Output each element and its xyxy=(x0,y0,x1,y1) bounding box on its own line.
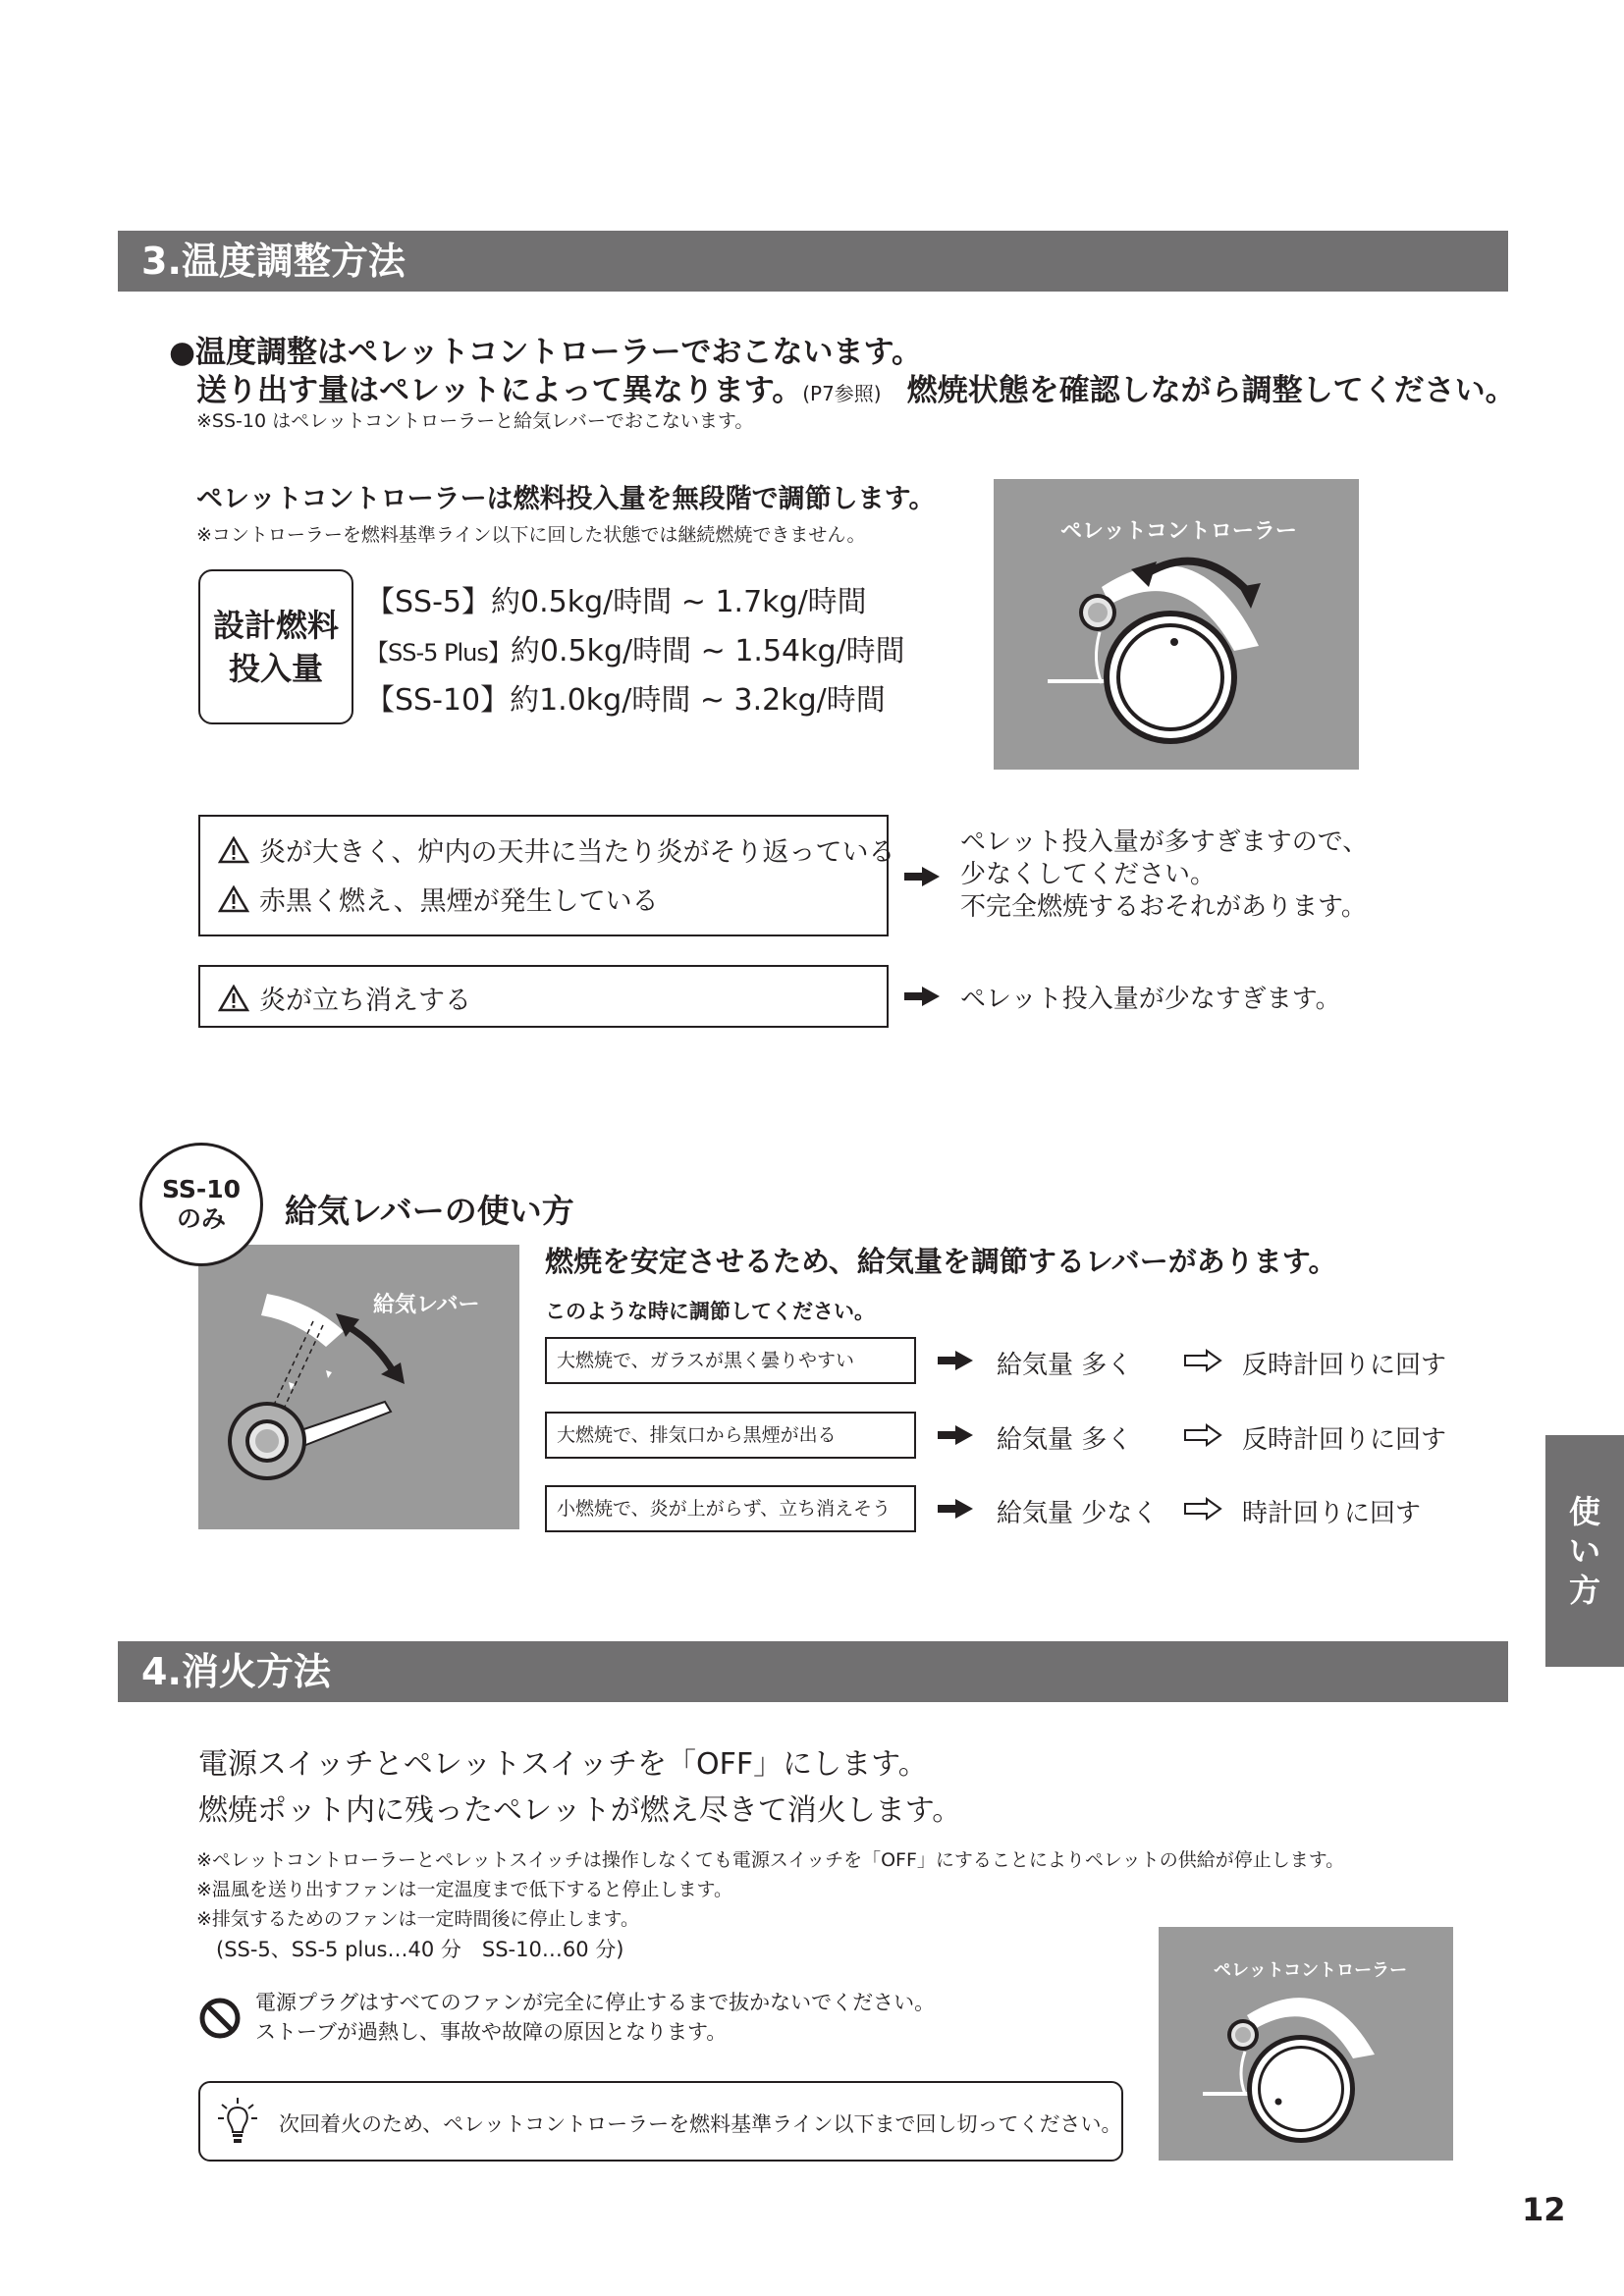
outline-arrow-icon xyxy=(1183,1497,1222,1521)
tip-text: 次回着火のため、ペレットコントローラーを燃料基準ライン以下まで回し切ってください。 xyxy=(279,2112,1122,2136)
lever-intro: 燃焼を安定させるため、給気量を調節するレバーがあります。 xyxy=(545,1245,1337,1278)
controller-figure-off-label: ペレットコントローラー xyxy=(1214,1960,1408,1981)
warning-result-underfeed: ペレット投入量が少なすぎます。 xyxy=(960,985,1341,1014)
badge-model: SS-10 xyxy=(161,1175,242,1203)
section3-lead-1: ●温度調整はペレットコントローラーでおこないます。 xyxy=(169,335,923,370)
result-line: 少なくしてください。 xyxy=(960,860,1217,889)
lightbulb-icon xyxy=(218,2097,257,2146)
lever-figure xyxy=(198,1245,519,1529)
design-fuel-label-1: 設計燃料 xyxy=(212,607,339,644)
section4-title: 4.消火方法 xyxy=(118,1641,1508,1702)
lever-condition: 大燃焼で、ガラスが黒く曇りやすい xyxy=(545,1337,916,1384)
badge-only: のみ xyxy=(176,1204,226,1233)
lever-sub: このような時に調節してください。 xyxy=(545,1300,875,1323)
section4-note: (SS-5、SS-5 plus…40 分 SS-10…60 分) xyxy=(216,1938,624,1961)
warning-text: 炎が大きく、炉内の天井に当たり炎がそり返っている xyxy=(259,837,895,868)
tip-box xyxy=(198,2081,1123,2162)
page-number: 12 xyxy=(1522,2191,1566,2228)
warning-line xyxy=(218,830,894,869)
result-line: 不完全燃焼するおそれがあります。 xyxy=(960,892,1367,922)
prohibit-line-2: ストーブが過熱し、事故や故障の原因となります。 xyxy=(255,2020,728,2044)
arrow-right-icon xyxy=(938,1351,973,1370)
lever-action: 時計回りに回す xyxy=(1242,1499,1422,1528)
lever-action: 反時計回りに回す xyxy=(1242,1351,1447,1380)
air-lever-illustration xyxy=(198,1245,519,1529)
result-line: ペレット投入量が多すぎますので、 xyxy=(960,828,1369,857)
side-tab-char: い xyxy=(1568,1532,1600,1570)
rate-model: 【SS-10】 xyxy=(365,683,511,718)
outline-arrow-icon xyxy=(1183,1349,1222,1372)
lever-condition: 小燃焼で、炎が上がらず、立ち消えそう xyxy=(545,1485,916,1532)
lead2-confirm: 燃焼状態を確認しながら調整してください。 xyxy=(906,373,1516,408)
arrow-right-icon xyxy=(904,987,940,1006)
side-tab-char: 方 xyxy=(1568,1572,1600,1609)
controller-figure-off xyxy=(1159,1927,1453,2161)
lead2-main: 送り出す量はペレットによって異なります。 xyxy=(196,373,803,408)
design-fuel-label-2: 投入量 xyxy=(228,650,323,687)
rate-ss10 xyxy=(365,675,886,719)
controller-figure xyxy=(994,479,1359,770)
warning-icon xyxy=(218,985,249,1012)
prohibit-line-1: 電源プラグはすべてのファンが完全に停止するまで抜かないでください。 xyxy=(255,1991,936,2014)
rate-ss5-plus xyxy=(365,626,905,669)
warning-icon xyxy=(218,885,249,913)
rate-ss5 xyxy=(365,577,867,620)
lever-amount: 給気量 多く xyxy=(997,1425,1133,1455)
design-fuel-box xyxy=(198,569,353,724)
arrow-right-icon xyxy=(938,1425,973,1445)
warning-box-overfeed xyxy=(198,815,895,936)
controller-figure-label: ペレットコントローラー xyxy=(1060,519,1297,544)
section4-note: ※温風を送り出すファンは一定温度まで低下すると停止します。 xyxy=(196,1879,733,1900)
warning-result-overfeed xyxy=(960,827,1368,924)
section4-note: ※ペレットコントローラーとペレットスイッチは操作しなくても電源スイッチを「OFF」にすることによりペレットの供給が停止します。 xyxy=(196,1849,1345,1871)
controller-dial-off-illustration xyxy=(1159,1927,1453,2161)
side-tab-usage[interactable] xyxy=(1545,1435,1624,1667)
lever-action: 反時計回りに回す xyxy=(1242,1425,1447,1455)
outline-arrow-icon xyxy=(1183,1423,1222,1447)
warning-icon xyxy=(218,836,249,864)
section4-note: ※排気するためのファンは一定時間後に停止します。 xyxy=(196,1908,640,1930)
arrow-right-icon xyxy=(904,867,940,886)
lever-title: 給気レバーの使い方 xyxy=(285,1192,574,1230)
arrow-right-icon xyxy=(938,1499,973,1519)
rate-value: 約0.5kg/時間 ~ 1.7kg/時間 xyxy=(491,585,867,619)
lever-figure-label: 給気レバー xyxy=(373,1293,480,1317)
warning-text: 炎が立ち消えする xyxy=(259,986,471,1016)
lead2-ref: (P7参照) xyxy=(802,382,882,405)
lever-condition: 大燃焼で、排気口から黒煙が出る xyxy=(545,1412,916,1459)
warning-line xyxy=(218,979,471,1017)
warning-line xyxy=(218,880,659,918)
section3-title: 3.温度調整方法 xyxy=(118,231,1508,292)
section4-line-1: 電源スイッチとペレットスイッチを「OFF」にします。 xyxy=(198,1747,928,1782)
rate-model: 【SS-5 Plus】 xyxy=(365,639,511,667)
side-tab-char: 使 xyxy=(1568,1493,1600,1530)
warning-text: 赤黒く燃え、黒煙が発生している xyxy=(259,886,659,917)
prohibited-icon xyxy=(198,1997,242,2040)
controller-heading: ペレットコントローラーは燃料投入量を無段階で調節します。 xyxy=(196,484,936,514)
controller-note: ※コントローラーを燃料基準ライン以下に回した状態では継続燃焼できません。 xyxy=(196,524,866,546)
rate-model: 【SS-5】 xyxy=(365,585,491,619)
rate-value: 約0.5kg/時間 ~ 1.54kg/時間 xyxy=(510,634,905,668)
section3-lead-2 xyxy=(196,365,1516,409)
ss10-only-badge xyxy=(139,1143,263,1266)
rate-value: 約1.0kg/時間 ~ 3.2kg/時間 xyxy=(510,683,886,718)
lever-amount: 給気量 少なく xyxy=(997,1499,1159,1528)
section3-note: ※SS-10 はペレットコントローラーと給気レバーでおこないます。 xyxy=(196,410,754,432)
lever-amount: 給気量 多く xyxy=(997,1351,1133,1380)
warning-box-underfeed xyxy=(198,965,889,1028)
controller-dial-illustration xyxy=(994,479,1359,770)
section4-line-2: 燃焼ポット内に残ったペレットが燃え尽きて消火します。 xyxy=(198,1793,962,1828)
